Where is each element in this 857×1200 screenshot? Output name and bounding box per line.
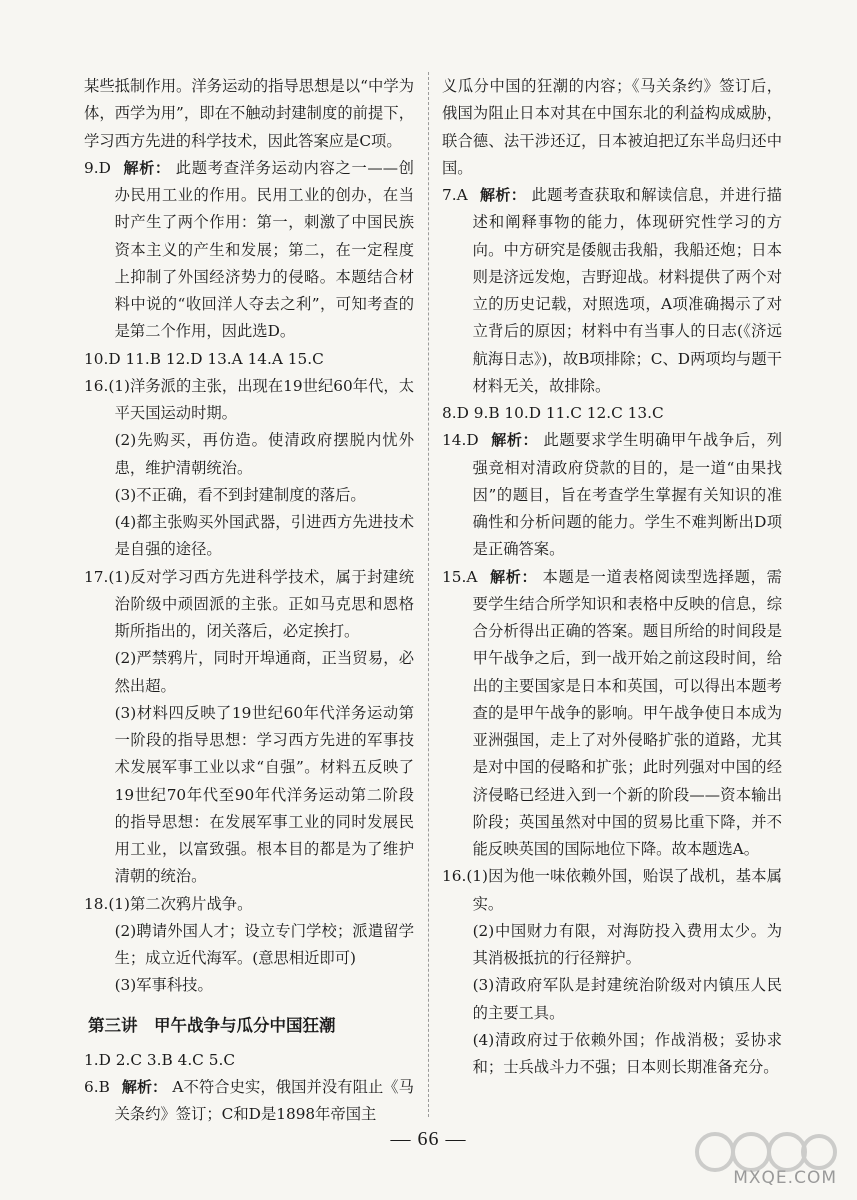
sub-answer: (2)聘请外国人才；设立专门学校；派遣留学生；成立近代海军。(意思相近即可)	[114, 921, 414, 967]
explanation-text: 此题考查获取和解读信息，并进行描述和阐释事物的能力，体现研究性学习的方向。中方研究是倭舰击我船，我船还炮；日本则是济远发炮，吉野迎战。材料提供了两个对立的历史记载，对照选项，A项准确揭示了对立背后的原因；材料中有当事人的日志(《济远航海日志》)，故B项排除；C、D两项均与题干材料无关，故排除。	[472, 186, 782, 395]
answer-item: 17.(1)反对学习西方先进科学技术，属于封建统治阶级中顽固派的主张。正如马克思和恩格斯所指出的，闭关落后，必定挨打。	[84, 567, 414, 640]
section-title: 第三讲 甲午战争与瓜分中国狂潮	[88, 1015, 336, 1035]
sub-answer: (2)先购买，再仿造。使清政府摆脱内忧外患，维护清朝统治。	[114, 431, 414, 477]
answer-explanation	[442, 427, 782, 563]
continued-text: 义瓜分中国的狂潮的内容；《马关条约》签订后，俄国为阻止日本对其在中国东北的利益构成威胁，联合德、法干涉还辽，日本被迫把辽东半岛归还中国。	[442, 77, 782, 177]
answer-item: 16.(1)因为他一味依赖外国，贻误了战机，基本属实。	[442, 867, 782, 913]
answer-key-line: 10.D 11.B 12.D 13.A 14.A 15.C	[84, 349, 324, 368]
question-number: 9.D	[84, 158, 111, 177]
question-number: 7.A	[442, 186, 468, 204]
answer-explanation	[84, 155, 414, 346]
question-number: 14.D	[442, 431, 479, 450]
sub-answer: (3)不正确，看不到封建制度的落后。	[114, 485, 366, 504]
sub-answer: (2)中国财力有限，对海防投入费用太少。为其消极抵抗的行径辩护。	[472, 921, 782, 967]
answer-item: 16.(1)洋务派的主张，出现在19世纪60年代，太平天国运动时期。	[84, 376, 414, 422]
answer-item: 18.(1)第二次鸦片战争。	[84, 894, 253, 913]
answer-key-line: 8.D 9.B 10.D 11.C 12.C 13.C	[442, 404, 664, 422]
answer-explanation	[84, 1074, 414, 1129]
left-column	[84, 73, 414, 1128]
analysis-label: 解析：	[479, 186, 527, 204]
explanation-text: 此题考查洋务运动内容之一——创办民用工业的作用。民用工业的创办，在当时产生了两个作用：第一，刺激了中国民族资本主义的产生和发展；第二，在一定程度上抑制了外国经济势力的侵略。本题结合材料中说的“收回洋人夺去之利”，可知考查的是第二个作用，因此选D。	[114, 158, 414, 341]
analysis-label: 解析：	[489, 567, 538, 586]
sub-answer: (3)材料四反映了19世纪60年代洋务运动第一阶段的指导思想：学习西方先进的军事技术发展军事工业以求“自强”。材料五反映了19世纪70年代至90年代洋务运动第二阶段的指导思想：在发展军事工业的同时发展民用工业，以富致强。根本目的都是为了维护清朝的统治。	[114, 703, 414, 886]
answer-explanation	[442, 182, 782, 400]
explanation-text: 此题要求学生明确甲午战争后，列强竞相对清政府贷款的目的，是一道“由果找因”的题目，旨在考查学生掌握有关知识的准确性和分析问题的能力。学生不难判断出D项是正确答案。	[472, 431, 782, 559]
sub-answer: (2)严禁鸦片，同时开埠通商，正当贸易，必然出超。	[114, 649, 414, 695]
sub-answer: (4)清政府过于依赖外国；作战消极；妥协求和；士兵战斗力不强；日本则长期准备充分。	[472, 1030, 782, 1076]
sub-answer: (4)都主张购买外国武器，引进西方先进技术是自强的途径。	[114, 513, 414, 559]
analysis-label: 解析：	[121, 1077, 168, 1096]
answer-explanation	[442, 564, 782, 864]
analysis-label: 解析：	[490, 431, 539, 450]
page-number: — 66 —	[390, 1128, 467, 1150]
sub-answer: (3)清政府军队是封建统治阶级对内镇压人民的主要工具。	[472, 976, 782, 1022]
question-number: 15.A	[442, 567, 478, 586]
analysis-label: 解析：	[122, 158, 171, 177]
right-column	[442, 73, 782, 1081]
sub-answer: (3)军事科技。	[114, 976, 213, 995]
watermark-text: MXQE.COM	[733, 1168, 837, 1188]
explanation-text: 本题是一道表格阅读型选择题，需要学生结合所学知识和表格中反映的信息，综合分析得出正确的答案。题目所给的时间段是甲午战争之后，到一战开始之前这段时间，给出的主要国家是日本和英国，可以得出本题考查的是甲午战争的影响。甲午战争使日本成为亚洲强国，走上了对外侵略扩张的道路，尤其是对中国的侵略和扩张；此时列强对中国的经济侵略已经进入到一个新的阶段——资本输出阶段；英国虽然对中国的贸易比重下降，并不能反映英国的国际地位下降。故本题选A。	[472, 567, 782, 858]
answer-key-line: 1.D 2.C 3.B 4.C 5.C	[84, 1050, 236, 1069]
explanation-text: A不符合史实，俄国并没有阻止《马关条约》签订；C和D是1898年帝国主	[114, 1077, 414, 1123]
question-number: 6.B	[84, 1077, 110, 1096]
column-divider	[428, 72, 429, 1117]
continued-text: 某些抵制作用。洋务运动的指导思想是以“中学为体，西学为用”，即在不触动封建制度的前提下，学习西方先进的科学技术，因此答案应是C项。	[84, 77, 414, 150]
